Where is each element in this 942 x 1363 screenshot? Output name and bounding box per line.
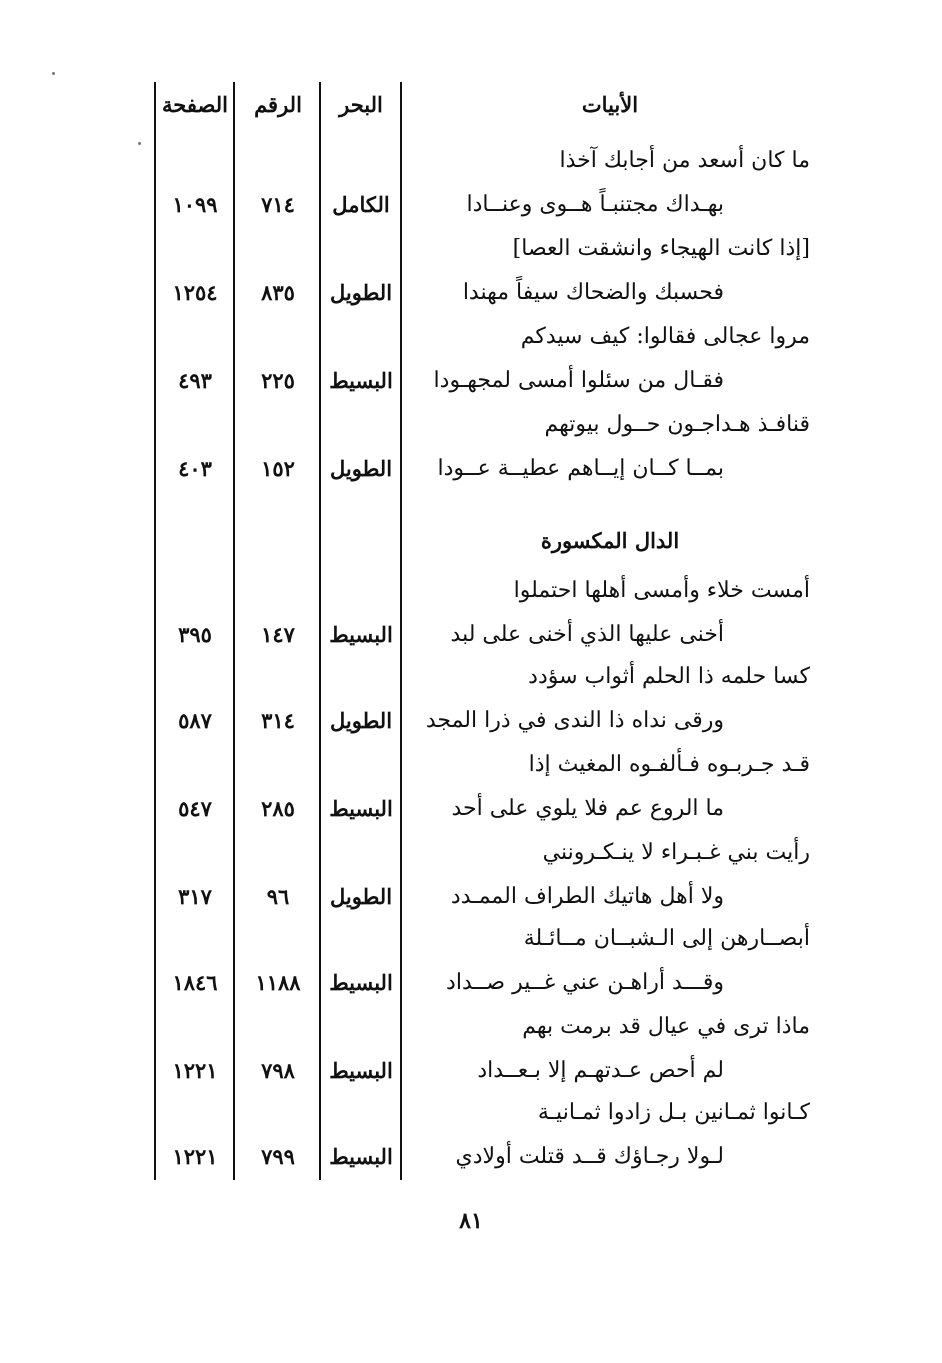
verse-line-first: ما كان أسعد من أجابك آخذا xyxy=(559,148,810,173)
page-cell: ١٢٥٤ xyxy=(172,280,218,305)
verse-entry xyxy=(0,664,942,752)
verse-line-second: بمــا كــان إيــاهم عطيــة عــودا xyxy=(437,456,724,481)
meter-cell: البسيط xyxy=(329,622,393,647)
verse-entry xyxy=(0,324,942,412)
verse-line-second: فقـال من سئلوا أمسى لمجهـودا xyxy=(433,368,724,393)
verse-line-first: رأيت بني غـبـراء لا ينـكـرونني xyxy=(542,840,810,865)
number-cell: ١٥٢ xyxy=(261,456,295,481)
meter-cell: الطويل xyxy=(329,456,393,481)
verse-line-first: أبصــارهن إلى الـشبــان مــائـلة xyxy=(523,926,810,951)
meter-cell: البسيط xyxy=(329,796,393,821)
page-number: ٨١ xyxy=(459,1208,483,1234)
verse-entry xyxy=(0,412,942,500)
verse-line-first: قـد جـربـوه فـألفـوه المغيث إذا xyxy=(528,752,810,777)
page-cell: ٣٩٥ xyxy=(178,622,212,647)
scan-speck xyxy=(138,142,141,145)
header-verses: الأبيات xyxy=(581,92,639,117)
header-page: الصفحة xyxy=(162,92,228,117)
verse-line-second: لـولا رجـاؤك قــد قتلت أولادي xyxy=(455,1144,724,1169)
verse-line-second: أخنى عليها الذي أخنى على لبد xyxy=(450,622,724,647)
scan-speck xyxy=(52,72,55,75)
verse-line-second: فحسبك والضحاك سيفاً مهندا xyxy=(462,280,724,305)
verse-line-second: ورقى نداه ذا الندى في ذرا المجد xyxy=(425,708,724,733)
verse-line-second: وقـــد أراهـن عني غــير صــداد xyxy=(446,970,724,995)
number-cell: ٣١٤ xyxy=(261,708,295,733)
verse-line-first: كـانوا ثمـانين بـل زادوا ثمـانيـة xyxy=(537,1100,810,1125)
verse-line-first: ماذا ترى في عيال قد برمت بهم xyxy=(522,1014,810,1039)
meter-cell: الطويل xyxy=(329,280,393,305)
verse-entry xyxy=(0,148,942,236)
number-cell: ١١٨٨ xyxy=(255,970,301,995)
number-cell: ٨٣٥ xyxy=(261,280,295,305)
page-cell: ١٢٢١ xyxy=(172,1144,218,1169)
verse-line-second: لم أحص عـدتهـم إلا بـعــداد xyxy=(477,1058,724,1083)
page-cell: ٣١٧ xyxy=(178,884,212,909)
verse-line-first: كسا حلمه ذا الحلم أثواب سؤدد xyxy=(528,664,810,689)
verse-entry xyxy=(0,840,942,928)
page-cell: ١٠٩٩ xyxy=(172,192,218,217)
number-cell: ٩٦ xyxy=(266,884,290,909)
verse-line-first: مروا عجالى فقالوا: كيف سيدكم xyxy=(520,324,810,349)
verse-entry xyxy=(0,1014,942,1102)
page-cell: ٤٠٣ xyxy=(178,456,212,481)
number-cell: ٢٢٥ xyxy=(261,368,295,393)
meter-cell: البسيط xyxy=(329,970,393,995)
meter-cell: البسيط xyxy=(329,1144,393,1169)
number-cell: ٧٩٨ xyxy=(261,1058,295,1083)
number-cell: ٢٨٥ xyxy=(261,796,295,821)
header-meter: البحر xyxy=(339,92,383,117)
verse-entry xyxy=(0,578,942,666)
meter-cell: الطويل xyxy=(329,884,393,909)
meter-cell: البسيط xyxy=(329,368,393,393)
verse-line-second: ولا أهل هاتيك الطراف الممـدد xyxy=(450,884,724,909)
verse-line-second: بهـداك مجتنبـاً هــوى وعنــادا xyxy=(466,192,724,217)
page-cell: ١٢٢١ xyxy=(172,1058,218,1083)
number-cell: ٧١٤ xyxy=(261,192,295,217)
page-cell: ١٨٤٦ xyxy=(172,970,218,995)
number-cell: ٧٩٩ xyxy=(261,1144,295,1169)
page-cell: ٥٤٧ xyxy=(178,796,212,821)
verse-entry xyxy=(0,1100,942,1188)
number-cell: ١٤٧ xyxy=(261,622,295,647)
header-number: الرقم xyxy=(254,92,302,117)
verse-line-first: أمست خلاء وأمسى أهلها احتملوا xyxy=(513,578,810,603)
verse-line-first: قنافـذ هـداجـون حــول بيوتهم xyxy=(544,412,810,437)
verse-line-second: ما الروع عم فلا يلوي على أحد xyxy=(451,796,724,821)
page-cell: ٥٨٧ xyxy=(178,708,212,733)
section-title: الدال المكسورة xyxy=(540,528,680,553)
verse-entry xyxy=(0,752,942,840)
meter-cell: البسيط xyxy=(329,1058,393,1083)
meter-cell: الكامل xyxy=(332,192,390,217)
page-cell: ٤٩٣ xyxy=(178,368,212,393)
verse-line-first: [إذا كانت الهيجاء وانشقت العصا] xyxy=(512,236,810,261)
verse-entry xyxy=(0,236,942,324)
meter-cell: الطويل xyxy=(329,708,393,733)
verse-entry xyxy=(0,926,942,1014)
